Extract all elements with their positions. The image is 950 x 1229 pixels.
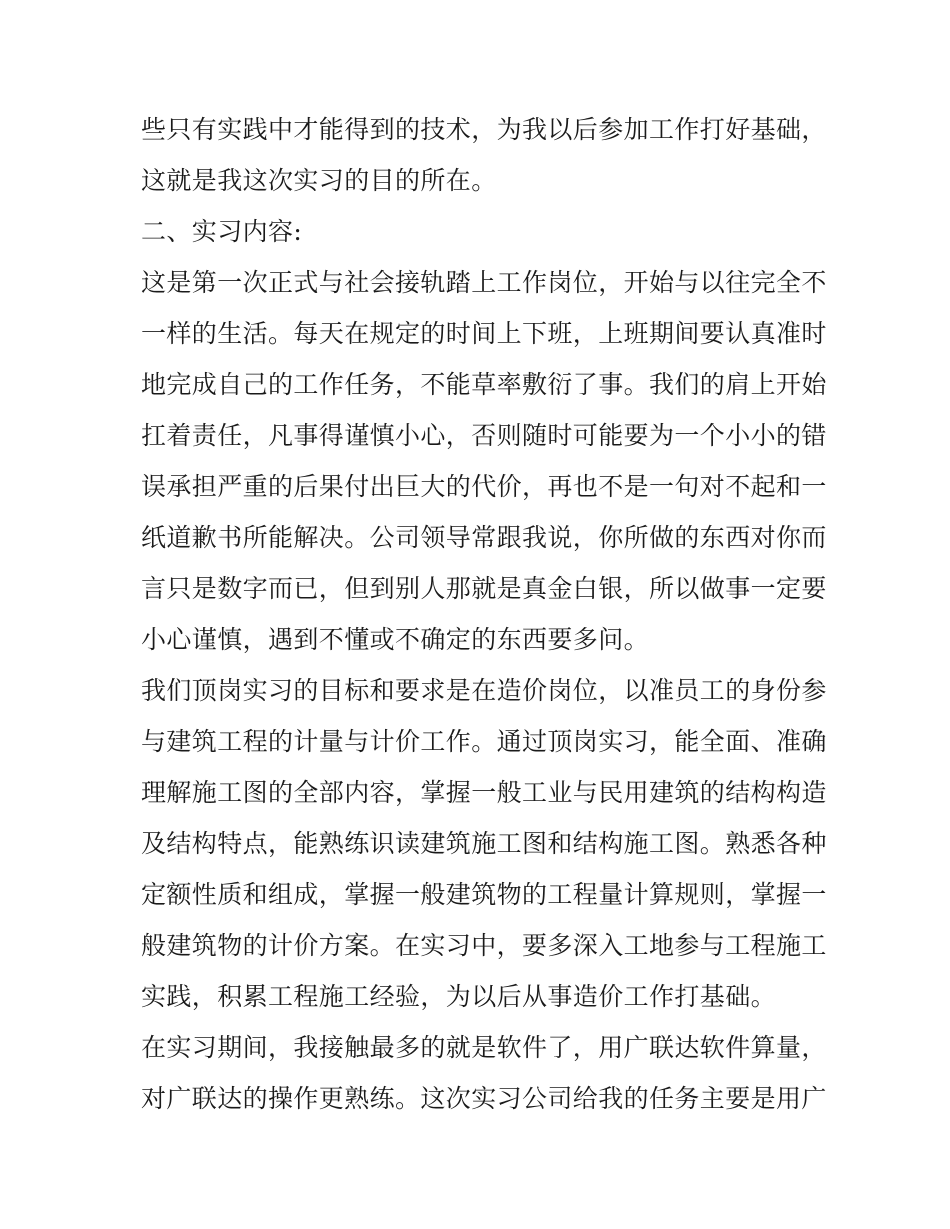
text-line-20: 对广联达的操作更熟练。这次实习公司给我的任务主要是用广 — [141, 1084, 827, 1113]
text-line-2: 这就是我这次实习的目的所在。 — [141, 166, 497, 195]
section-heading: 二、实习内容: — [141, 217, 303, 246]
body-text — [141, 104, 827, 1124]
text-line-8: 误承担严重的后果付出巨大的代价，再也不是一句对不起和一 — [141, 472, 827, 501]
text-line-17: 般建筑物的计价方案。在实习中，要多深入工地参与工程施工 — [141, 931, 827, 960]
text-line-7: 扛着责任，凡事得谨慎小心，否则随时可能要为一个小小的错 — [141, 421, 827, 450]
text-line-19: 在实习期间，我接触最多的就是软件了，用广联达软件算量， — [141, 1033, 827, 1062]
text-line-9: 纸道歉书所能解决。公司领导常跟我说，你所做的东西对你而 — [141, 523, 827, 552]
text-line-1: 些只有实践中才能得到的技术，为我以后参加工作打好基础， — [141, 115, 827, 144]
text-line-14: 理解施工图的全部内容，掌握一般工业与民用建筑的结构构造 — [141, 778, 827, 807]
text-line-6: 地完成自己的工作任务，不能草率敷衍了事。我们的肩上开始 — [141, 370, 827, 399]
text-line-12: 我们顶岗实习的目标和要求是在造价岗位，以准员工的身份参 — [141, 676, 827, 705]
text-line-10: 言只是数字而已，但到别人那就是真金白银，所以做事一定要 — [141, 574, 827, 603]
text-line-15: 及结构特点，能熟练识读建筑施工图和结构施工图。熟悉各种 — [141, 829, 827, 858]
text-line-11: 小心谨慎，遇到不懂或不确定的东西要多问。 — [141, 625, 650, 654]
text-line-16: 定额性质和组成，掌握一般建筑物的工程量计算规则，掌握一 — [141, 880, 827, 909]
text-line-13: 与建筑工程的计量与计价工作。通过顶岗实习，能全面、准确 — [141, 727, 827, 756]
text-line-5: 一样的生活。每天在规定的时间上下班，上班期间要认真准时 — [141, 319, 827, 348]
text-line-18: 实践，积累工程施工经验，为以后从事造价工作打基础。 — [141, 982, 777, 1011]
text-line-4: 这是第一次正式与社会接轨踏上工作岗位，开始与以往完全不 — [141, 268, 827, 297]
